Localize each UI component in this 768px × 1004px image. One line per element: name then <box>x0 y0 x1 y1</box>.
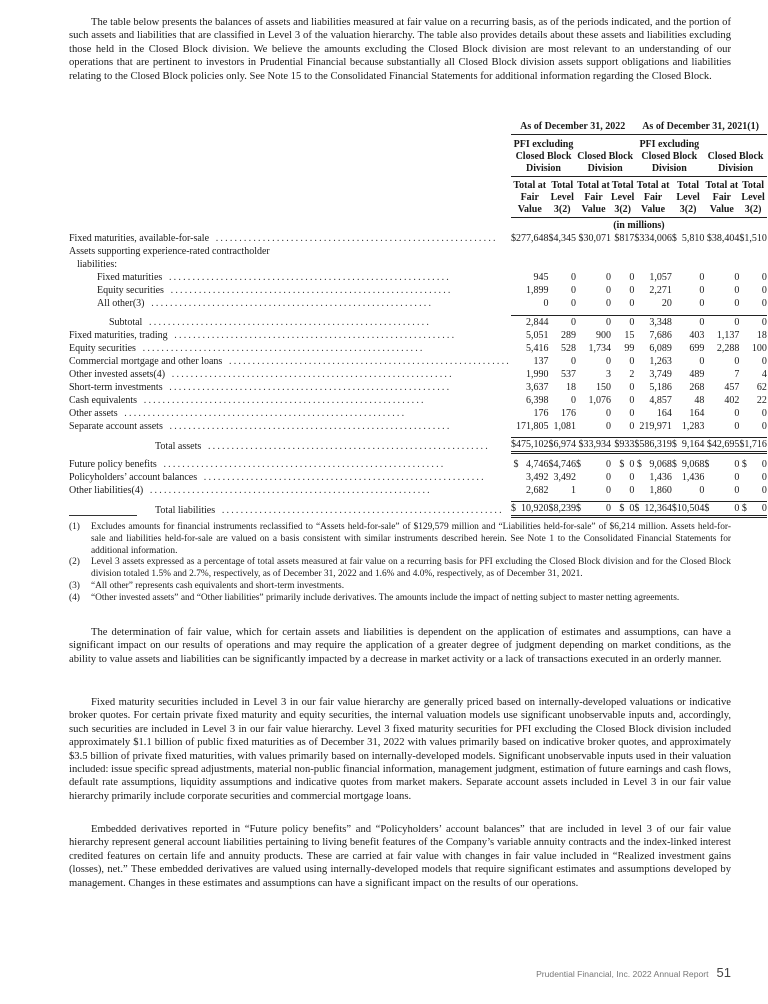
leader-dots: ............................................................ <box>211 233 498 244</box>
cell-value: 0 <box>734 355 740 367</box>
row-label-text: Policyholders’ account balances <box>69 471 198 483</box>
table-row <box>69 271 767 284</box>
footnote <box>69 557 731 581</box>
column-header <box>704 180 739 218</box>
cell-value: 3,348 <box>634 315 672 329</box>
cell-value: $ 5,810 <box>671 233 705 244</box>
cell-value: 6,398 <box>526 394 549 406</box>
row-label-text: Separate account assets <box>69 420 163 432</box>
cell-value: 7,686 <box>649 329 672 341</box>
row-label <box>69 271 511 284</box>
cell-value: 0 <box>629 298 635 309</box>
cell-value: 100 <box>751 342 767 354</box>
table-row <box>69 355 767 368</box>
row-label-text: Total liabilities <box>155 504 216 516</box>
cell-value: 176 <box>561 407 576 419</box>
cell-value: 22 <box>756 394 767 406</box>
cell-value: 137 <box>533 355 549 367</box>
division-header: Closed Block Division <box>576 139 634 177</box>
cell-value: 1,436 <box>681 471 705 483</box>
row-label-text: Commercial mortgage and other loans <box>69 355 223 367</box>
row-label <box>69 329 511 342</box>
cell-value: 0 <box>734 484 740 496</box>
cell-value: $42,695 <box>704 438 739 453</box>
cell-value: 7 <box>734 368 740 380</box>
leader-dots: ............................................................ <box>119 407 407 419</box>
cell-value: $ 0 <box>611 502 634 517</box>
cell-value: 62 <box>756 381 767 393</box>
cell-value: 0 <box>672 315 705 329</box>
cell-value: $ 0 <box>576 502 611 517</box>
table-row <box>69 245 767 258</box>
fair-value-table <box>69 121 767 518</box>
cell-value: 3,492 <box>526 471 549 483</box>
column-header-line: Total <box>677 180 700 191</box>
footnote <box>69 593 731 605</box>
cell-value: 1,734 <box>588 342 611 354</box>
cell-value: 5,416 <box>526 342 549 354</box>
row-label <box>69 258 511 271</box>
cell-value: 0 <box>606 298 611 309</box>
table-row <box>69 342 767 355</box>
cell-value: 0 <box>549 315 577 329</box>
cell-value: $817 <box>614 233 635 244</box>
footnote-number: (1) <box>69 522 80 532</box>
row-label-text: Subtotal <box>109 316 143 328</box>
cell-value: 402 <box>724 394 740 406</box>
footnote-text: Excludes amounts for financial instruments reclassified to “Assets held-for-sale” of $129,579 million and “Liabilities held-for-sale” of $6,214 million. Assets held-for-sale and liabilities held-for-sale are valued on a basis consistent with similar instruments described herein. See Note 1 to the Consolidated Financial Statements for additional information. <box>91 522 731 556</box>
row-label-text: Assets supporting experience-rated contractholder <box>69 246 270 257</box>
cell-value: 0 <box>629 420 635 432</box>
cell-value: $38,404 <box>706 233 740 244</box>
footnote <box>69 581 731 593</box>
row-label-text: Equity securities <box>97 285 164 296</box>
leader-dots: ............................................................ <box>167 368 454 380</box>
cell-value: 0 <box>606 471 611 483</box>
cell-value: 0 <box>761 484 767 496</box>
footnote-number: (3) <box>69 580 80 591</box>
cell-value: 219,971 <box>639 420 672 432</box>
column-header-line: Total at <box>577 180 610 191</box>
leader-dots: ............................................................ <box>224 355 511 367</box>
cell-value: 4 <box>761 368 767 380</box>
cell-value: 2,844 <box>511 315 549 329</box>
cell-value: $1,716 <box>739 438 767 453</box>
cell-value: 528 <box>561 342 576 354</box>
column-header-row <box>69 180 767 218</box>
cell-value: 18 <box>756 329 767 341</box>
cell-value <box>549 245 577 258</box>
cell-value: 1,860 <box>649 484 672 496</box>
cell-value: $586,319 <box>634 438 672 453</box>
cell-value: 0 <box>629 407 635 419</box>
table-row <box>69 381 767 394</box>
row-label <box>69 420 511 433</box>
row-label-text: Cash equivalents <box>69 394 138 406</box>
cell-value: 171,805 <box>516 420 549 432</box>
table-row <box>69 438 767 453</box>
row-label <box>69 284 511 297</box>
cell-value: 1,899 <box>526 285 549 296</box>
body-paragraph: Fixed maturity securities included in Level 3 in our fair value hierarchy are generally priced based on internally-developed valuations or indicative broker quotes. For certain private fixed maturity and equity securities, the internal valuation models use significant unobservable inputs and, accordingly, such securities are included in Level 3 in our fair value hierarchy. Level 3 fixed maturity securities for PFI excluding the Closed Block division included approximately $1.1 billion of public fixed maturities as of December 31, 2022 with values primarily based on indicative broker quotes, and approximately $3.5 billion of private fixed maturities, with values primarily based on internally-developed models. Significant unobservable inputs used in their valuation included: issue specific spread adjustments, material non-public financial information, management judgment, estimation of future earnings and cash flows, default rate assumptions, liquidity assumptions and indicative quotes from market makers. Separate account assets included in Level 3 in our fair value hierarchy primarily include corporate securities and commercial mortgage loans. <box>69 697 731 802</box>
division-header-row <box>69 139 767 177</box>
column-header-line: Total at <box>513 180 547 191</box>
row-label-text: liabilities: <box>77 259 117 270</box>
cell-value: $1,510 <box>739 233 767 244</box>
cell-value: $277,648 <box>511 233 549 244</box>
cell-value: 0 <box>761 420 767 432</box>
cell-value: 4,857 <box>649 394 672 406</box>
column-header-line: Level 3(2) <box>676 192 700 215</box>
cell-value: $4,746 <box>548 458 576 470</box>
cell-value: 0 <box>606 285 611 296</box>
cell-value: $ 0 <box>704 458 740 470</box>
leader-dots: ............................................................ <box>217 504 504 516</box>
cell-value: 2 <box>629 368 635 380</box>
cell-value: $6,974 <box>549 438 577 453</box>
footnote-text: “All other” represents cash equivalents and short-term investments. <box>91 580 345 591</box>
cell-value: 489 <box>689 368 705 380</box>
cell-value: 0 <box>699 484 705 496</box>
row-label-text: Other assets <box>69 407 118 419</box>
cell-value <box>739 258 767 271</box>
column-header <box>576 180 611 218</box>
leader-dots: ............................................................ <box>169 329 457 341</box>
cell-value: $8,239 <box>549 502 577 517</box>
cell-value: 5,186 <box>649 381 672 393</box>
cell-value: $ 9,068 <box>636 458 672 470</box>
cell-value: 1,137 <box>716 329 740 341</box>
cell-value: 403 <box>689 329 705 341</box>
row-label <box>69 368 511 381</box>
row-label <box>69 381 511 394</box>
cell-value: $ 0 <box>739 502 767 517</box>
cell-value <box>672 245 705 258</box>
cell-value: 20 <box>661 298 672 309</box>
footnote-text: “Other invested assets” and “Other liabilities” primarily include derivatives. The amounts include the impact of netting subject to master netting agreements. <box>91 592 680 603</box>
column-header-line: Fair Value <box>641 192 666 215</box>
cell-value: 0 <box>629 394 635 406</box>
table-row <box>69 502 767 517</box>
column-header <box>634 180 672 218</box>
cell-value <box>549 258 577 271</box>
row-label-text: Other invested assets(4) <box>69 368 166 380</box>
column-header-line: Level 3(2) <box>550 192 574 215</box>
cell-value: 18 <box>566 381 576 393</box>
table-row <box>69 484 767 497</box>
cell-value: 2,271 <box>649 285 672 296</box>
cell-value: $4,345 <box>548 233 576 244</box>
period-header-2022: As of December 31, 2022 <box>511 121 634 135</box>
row-label <box>69 394 511 407</box>
row-label-text: Fixed maturities, available-for-sale <box>69 233 210 244</box>
footnote-number: (2) <box>69 557 80 568</box>
cell-value: 0 <box>734 407 740 419</box>
cell-value: $ 0 <box>619 458 635 470</box>
row-label-text: Fixed maturities, trading <box>69 329 168 341</box>
cell-value: 0 <box>629 471 635 483</box>
cell-value: 0 <box>699 272 705 283</box>
cell-value: 457 <box>724 381 740 393</box>
cell-value <box>576 245 611 258</box>
table-row <box>69 232 767 245</box>
cell-value: 6,089 <box>649 342 672 354</box>
cell-value: $ 10,920 <box>511 502 549 517</box>
cell-value: 537 <box>561 368 576 380</box>
cell-value: 945 <box>533 272 549 283</box>
cell-value: 0 <box>571 285 576 296</box>
cell-value: 0 <box>761 407 767 419</box>
cell-value: 0 <box>629 272 635 283</box>
column-header-line: Total <box>611 180 634 191</box>
intro-paragraph: The table below presents the balances of assets and liabilities measured at fair value on a recurring basis, as of the periods indicated, and the portion of such assets and liabilities that are classified in Level 3 of the valuation hierarchy. The table also provides details about these assets and liabilities excluding those held in the Closed Block division. We believe the amounts excluding the Closed Block division are most relevant to an understanding of our operations that are pertinent to investors in Prudential Financial because substantially all Closed Block division assets support obligations and liabilities relating to the Closed Block policies only. See Note 15 to the Consolidated Financial Statements for additional information regarding the Closed Block. <box>69 17 731 82</box>
publication-name: Prudential Financial, Inc. 2022 Annual Report <box>536 969 709 979</box>
cell-value: $33,934 <box>576 438 611 453</box>
cell-value <box>511 245 549 258</box>
leader-dots: ............................................................ <box>203 440 490 452</box>
leader-dots: ............................................................ <box>164 381 452 393</box>
cell-value: 99 <box>624 342 635 354</box>
cell-value: 0 <box>734 285 740 296</box>
column-header-line: Level 3(2) <box>741 192 765 215</box>
leader-dots: ............................................................ <box>137 342 425 354</box>
cell-value: 1 <box>571 484 576 496</box>
cell-value: 1,283 <box>681 420 705 432</box>
cell-value: 1,081 <box>553 420 576 432</box>
table-row <box>69 315 767 329</box>
column-header-line: Total at <box>636 180 670 191</box>
row-label-text: All other(3) <box>97 298 145 309</box>
division-header: Closed Block Division <box>704 139 767 177</box>
table-row <box>69 458 767 471</box>
leader-dots: ............................................................ <box>145 484 432 496</box>
cell-value: 5,051 <box>526 329 549 341</box>
cell-value <box>739 245 767 258</box>
column-header-line: Fair Value <box>517 192 542 215</box>
cell-value: 0 <box>699 285 705 296</box>
row-label <box>69 245 511 258</box>
cell-value: $ 9,068 <box>671 458 705 470</box>
leader-dots: ............................................................ <box>146 298 434 309</box>
column-header-line: Total <box>742 180 765 191</box>
leader-dots: ............................................................ <box>164 272 451 283</box>
cell-value <box>672 258 705 271</box>
cell-value: 0 <box>734 298 740 309</box>
column-header <box>511 180 549 218</box>
table-row <box>69 394 767 407</box>
cell-value: 0 <box>606 272 611 283</box>
row-label-text: Future policy benefits <box>69 458 157 470</box>
cell-value: 1,990 <box>526 368 549 380</box>
leader-dots: ............................................................ <box>144 316 432 328</box>
body-paragraph: The determination of fair value, which for certain assets and liabilities is dependent on the application of estimates and assumptions, can have a significant impact on our results of operations and may require the application of a greater degree of judgment depending on market conditions, as the ability to value assets and liabilities can be significantly impacted by a decrease in market activity or a lack of transactions executed in an orderly manner. <box>69 627 731 665</box>
cell-value: 150 <box>596 381 611 393</box>
cell-value: 0 <box>629 381 635 393</box>
cell-value: 900 <box>596 329 611 341</box>
period-header-row <box>69 121 767 135</box>
division-header: PFI excluding Closed Block Division <box>634 139 704 177</box>
cell-value: 3,749 <box>649 368 672 380</box>
column-header <box>672 180 705 218</box>
column-header-line: Fair Value <box>581 192 606 215</box>
cell-value: 15 <box>624 329 635 341</box>
cell-value: 2,682 <box>526 484 549 496</box>
row-label <box>69 484 511 497</box>
cell-value: 0 <box>629 484 635 496</box>
cell-value: 0 <box>629 355 635 367</box>
cell-value: 0 <box>571 355 576 367</box>
cell-value: 0 <box>734 471 740 483</box>
cell-value: 0 <box>761 471 767 483</box>
cell-value: 3,637 <box>526 381 549 393</box>
leader-dots: ............................................................ <box>158 458 446 470</box>
cell-value: 0 <box>571 298 576 309</box>
cell-value <box>611 245 634 258</box>
table-row <box>69 329 767 342</box>
cell-value: $ 0 <box>741 458 767 470</box>
cell-value: 0 <box>543 298 549 309</box>
page-footer <box>536 965 731 980</box>
cell-value: 48 <box>694 394 705 406</box>
cell-value: 0 <box>761 355 767 367</box>
cell-value: 289 <box>561 329 576 341</box>
footnote-rule <box>69 515 137 516</box>
table-row <box>69 258 767 271</box>
cell-value <box>634 258 672 271</box>
cell-value <box>704 258 739 271</box>
row-label-text: Fixed maturities <box>97 272 163 283</box>
footnotes <box>69 522 731 605</box>
cell-value: 1,436 <box>649 471 672 483</box>
cell-value <box>704 245 739 258</box>
cell-value: 164 <box>656 407 672 419</box>
cell-value: $933 <box>611 438 634 453</box>
cell-value: 0 <box>734 420 740 432</box>
table-row <box>69 407 767 420</box>
cell-value: 0 <box>606 355 611 367</box>
table-row <box>69 284 767 297</box>
cell-value: 1,057 <box>649 272 672 283</box>
cell-value: 0 <box>761 285 767 296</box>
row-label <box>69 458 511 471</box>
cell-value: 176 <box>533 407 549 419</box>
cell-value: 164 <box>689 407 705 419</box>
table-row <box>69 471 767 484</box>
row-label-text: Short-term investments <box>69 381 163 393</box>
cell-value <box>576 258 611 271</box>
cell-value: 0 <box>571 394 576 406</box>
cell-value: 0 <box>699 355 705 367</box>
row-label <box>69 315 511 329</box>
row-label <box>69 297 511 310</box>
footnote-number: (4) <box>69 592 80 603</box>
cell-value: 3,492 <box>553 471 576 483</box>
row-label <box>69 355 511 368</box>
cell-value: 0 <box>606 420 611 432</box>
column-header-line: Total <box>551 180 574 191</box>
column-header <box>549 180 577 218</box>
row-label <box>69 342 511 355</box>
cell-value: $ 0 <box>704 502 739 517</box>
leader-dots: ............................................................ <box>199 471 486 483</box>
cell-value <box>511 258 549 271</box>
cell-value: 268 <box>689 381 705 393</box>
cell-value: $ 9,164 <box>672 438 705 453</box>
column-header <box>611 180 634 218</box>
cell-value: $334,006 <box>634 233 672 244</box>
cell-value <box>611 258 634 271</box>
row-label <box>69 471 511 484</box>
cell-value: 0 <box>704 315 739 329</box>
cell-value: 699 <box>689 342 705 354</box>
column-header-line: Level 3(2) <box>611 192 635 215</box>
cell-value: 0 <box>629 285 635 296</box>
period-header-2021: As of December 31, 2021(1) <box>634 121 767 135</box>
cell-value: 1,263 <box>649 355 672 367</box>
cell-value: 0 <box>606 407 611 419</box>
cell-value: 0 <box>739 315 767 329</box>
cell-value: $ 4,746 <box>513 458 549 470</box>
body-paragraph: Embedded derivatives reported in “Future policy benefits” and “Policyholders’ account balances” that are included in level 3 of our fair value hierarchy represent general account liabilities pertaining to living benefit features of the Company’s variable annuity contracts and the index-linked interest credited features on certain life and annuity products. These are carried at fair value with changes in fair value included in “Realized investment gains (losses), net.” These embedded derivatives are valued using internally-developed models that require significant estimates and assumptions developed by management. Changes in these estimates and assumptions can have a significant impact on the results of our operations. <box>69 824 731 889</box>
row-label-text: Total assets <box>155 440 202 452</box>
leader-dots: ............................................................ <box>139 394 426 406</box>
table-row <box>69 420 767 433</box>
leader-dots: ............................................................ <box>164 420 452 432</box>
row-label <box>69 407 511 420</box>
cell-value: $475,102 <box>511 438 549 453</box>
cell-value: 0 <box>606 484 611 496</box>
page-number: 51 <box>716 965 731 980</box>
column-header-line: Total at <box>705 180 739 191</box>
cell-value <box>634 245 672 258</box>
cell-value: $ 0 <box>576 458 611 470</box>
cell-value: 0 <box>611 315 634 329</box>
cell-value: 0 <box>761 272 767 283</box>
cell-value: 0 <box>576 315 611 329</box>
cell-value: 1,076 <box>588 394 611 406</box>
footnote <box>69 522 731 557</box>
units-label: (in millions) <box>613 220 665 231</box>
row-label <box>69 232 511 245</box>
division-header: PFI excluding Closed Block Division <box>511 139 576 177</box>
cell-value: $ 12,364 <box>634 502 672 517</box>
cell-value: 0 <box>699 298 705 309</box>
column-header <box>739 180 767 218</box>
row-label-text: Other liabilities(4) <box>69 484 144 496</box>
row-label-text: Equity securities <box>69 342 136 354</box>
cell-value: 0 <box>761 298 767 309</box>
cell-value: 2,288 <box>716 342 740 354</box>
cell-value: 0 <box>734 272 740 283</box>
table-row <box>69 368 767 381</box>
cell-value: 3 <box>606 368 611 380</box>
leader-dots: ............................................................ <box>165 285 453 296</box>
table-row <box>69 297 767 310</box>
cell-value: 0 <box>571 272 576 283</box>
column-header-line: Fair Value <box>709 192 734 215</box>
footnote-text: Level 3 assets expressed as a percentage of total assets measured at fair value on a recurring basis for PFI excluding the Closed Block division and for the Closed Block division totaled 1.5% and 2.7%, respectively, as of December 31, 2022 and 1.6% and 4.0%, respectively, as of December 31, 2021. <box>91 557 731 580</box>
cell-value: $30,071 <box>578 233 611 244</box>
table-body <box>69 232 767 517</box>
cell-value: $10,504 <box>672 502 705 517</box>
row-label <box>69 438 511 453</box>
